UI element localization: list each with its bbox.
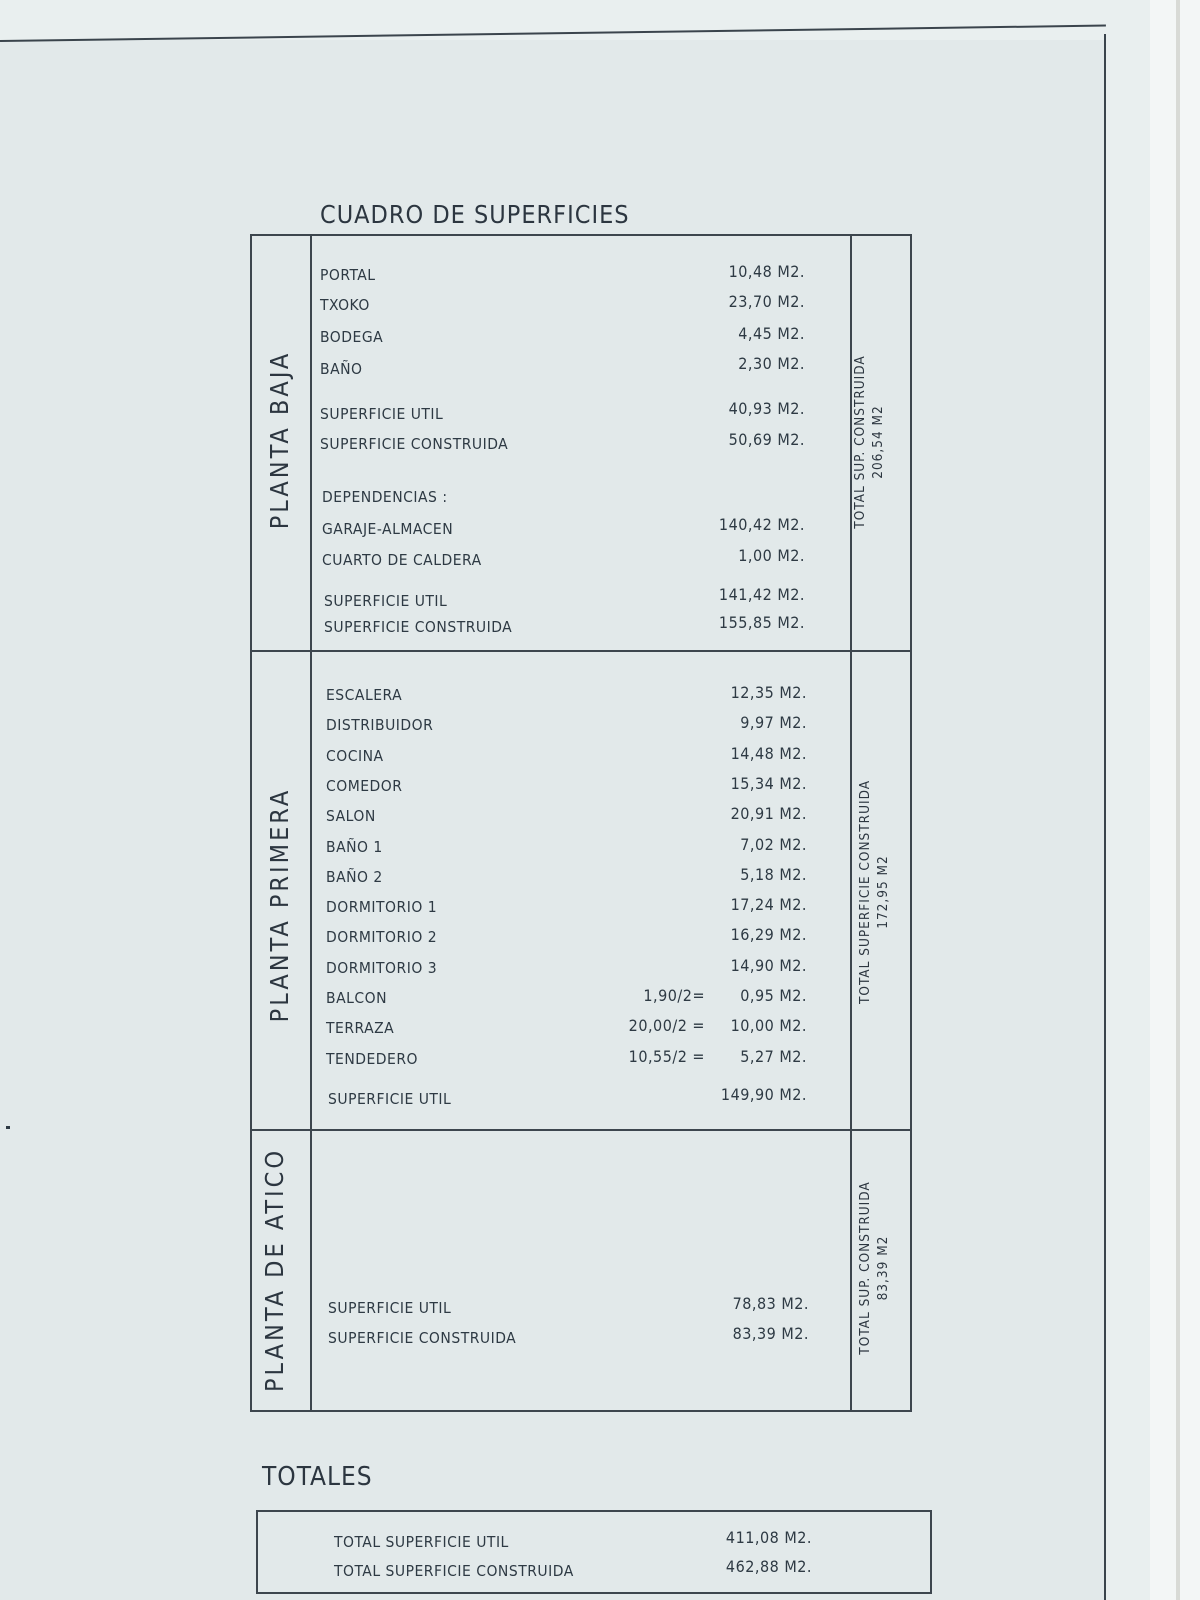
paper-edge: [1150, 0, 1200, 1600]
superficie-util-value: 149,90 M2.: [720, 1085, 807, 1104]
totales-title: TOTALES: [262, 1462, 373, 1492]
floor-label-divider: [310, 234, 312, 1412]
section-divider-2: [250, 1129, 912, 1131]
section-divider-1: [250, 650, 912, 652]
dependencias-heading: DEPENDENCIAS :: [322, 488, 448, 506]
room-name: BODEGA: [320, 328, 384, 346]
room-name: BAÑO 1: [326, 838, 383, 856]
room-area: 0,95 M2.: [740, 986, 807, 1005]
room-name: SALON: [326, 807, 376, 825]
room-area: 17,24 M2.: [730, 895, 807, 914]
superficie-construida-label: SUPERFICIE CONSTRUIDA: [324, 618, 513, 636]
room-area: 12,35 M2.: [730, 683, 807, 702]
total-value: 172,95 M2: [875, 855, 891, 929]
superficie-util-label: SUPERFICIE UTIL: [320, 405, 444, 423]
sheet-border-right: [1104, 34, 1106, 1600]
room-name: BAÑO: [320, 360, 363, 378]
room-area: 9,97 M2.: [740, 713, 807, 732]
room-area: 15,34 M2.: [730, 774, 807, 793]
totales-table: [256, 1510, 932, 1594]
room-name: BAÑO 2: [326, 868, 383, 886]
area-calculation: 10,55/2 =: [628, 1047, 705, 1066]
room-area: 10,48 M2.: [728, 262, 805, 281]
total-superficie-construida-label: TOTAL SUPERFICIE CONSTRUIDA: [334, 1562, 574, 1580]
paper-edge-line: [1176, 0, 1180, 1600]
superficie-construida-value: 50,69 M2.: [728, 430, 805, 449]
room-name: ESCALERA: [326, 686, 403, 704]
room-area: 1,00 M2.: [738, 546, 805, 565]
room-area: 4,45 M2.: [738, 324, 805, 343]
total-value: 206,54 M2: [870, 405, 886, 479]
floor-label-planta-primera: PLANTA PRIMERA: [265, 787, 294, 1023]
superficie-util-label: SUPERFICIE UTIL: [328, 1299, 452, 1317]
room-name: TXOKO: [320, 296, 370, 314]
superficie-util-label: SUPERFICIE UTIL: [328, 1090, 452, 1108]
page-title: CUADRO DE SUPERFICIES: [320, 200, 630, 229]
superficie-util-value: 40,93 M2.: [728, 399, 805, 418]
total-planta-atico: [856, 1158, 896, 1378]
total-superficie-construida-value: 462,88 M2.: [725, 1557, 812, 1576]
ink-mark: [6, 1126, 10, 1129]
superficie-construida-value: 155,85 M2.: [718, 613, 805, 632]
room-area: 14,48 M2.: [730, 744, 807, 763]
room-area: 5,27 M2.: [740, 1047, 807, 1066]
total-planta-baja: [851, 312, 891, 572]
superficie-util-value: 78,83 M2.: [732, 1294, 809, 1313]
area-calculation: 20,00/2 =: [628, 1016, 705, 1035]
room-name: COMEDOR: [326, 777, 403, 795]
room-area: 14,90 M2.: [730, 956, 807, 975]
room-name: CUARTO DE CALDERA: [322, 551, 482, 569]
room-name: TERRAZA: [326, 1019, 395, 1037]
room-area: 140,42 M2.: [718, 515, 805, 534]
room-name: COCINA: [326, 747, 384, 765]
room-name: BALCON: [326, 989, 388, 1007]
room-area: 23,70 M2.: [728, 292, 805, 311]
room-area: 10,00 M2.: [730, 1016, 807, 1035]
room-area: 20,91 M2.: [730, 804, 807, 823]
room-name: DISTRIBUIDOR: [326, 716, 434, 734]
room-name: DORMITORIO 3: [326, 959, 438, 977]
superficie-construida-label: SUPERFICIE CONSTRUIDA: [320, 435, 509, 453]
total-label: TOTAL SUP. CONSTRUIDA: [857, 1181, 873, 1355]
room-name: DORMITORIO 1: [326, 898, 438, 916]
total-label: TOTAL SUPERFICIE CONSTRUIDA: [857, 779, 873, 1005]
room-name: GARAJE-ALMACEN: [322, 520, 454, 538]
superficie-util-label: SUPERFICIE UTIL: [324, 592, 448, 610]
total-label: TOTAL SUP. CONSTRUIDA: [852, 355, 868, 529]
superficie-construida-label: SUPERFICIE CONSTRUIDA: [328, 1329, 517, 1347]
total-superficie-util-label: TOTAL SUPERFICIE UTIL: [334, 1533, 509, 1551]
total-planta-primera: [856, 752, 896, 1032]
room-name: PORTAL: [320, 266, 376, 284]
room-area: 5,18 M2.: [740, 865, 807, 884]
room-name: DORMITORIO 2: [326, 928, 438, 946]
room-name: TENDEDERO: [326, 1050, 419, 1068]
room-area: 16,29 M2.: [730, 925, 807, 944]
total-superficie-util-value: 411,08 M2.: [725, 1528, 812, 1547]
superficie-util-value: 141,42 M2.: [718, 585, 805, 604]
superficie-construida-value: 83,39 M2.: [732, 1324, 809, 1343]
room-area: 7,02 M2.: [740, 835, 807, 854]
room-area: 2,30 M2.: [738, 354, 805, 373]
area-calculation: 1,90/2=: [643, 986, 705, 1005]
floor-label-planta-baja: PLANTA BAJA: [265, 350, 294, 530]
total-value: 83,39 M2: [875, 1235, 891, 1301]
floor-label-planta-atico: PLANTA DE ATICO: [260, 1147, 289, 1393]
